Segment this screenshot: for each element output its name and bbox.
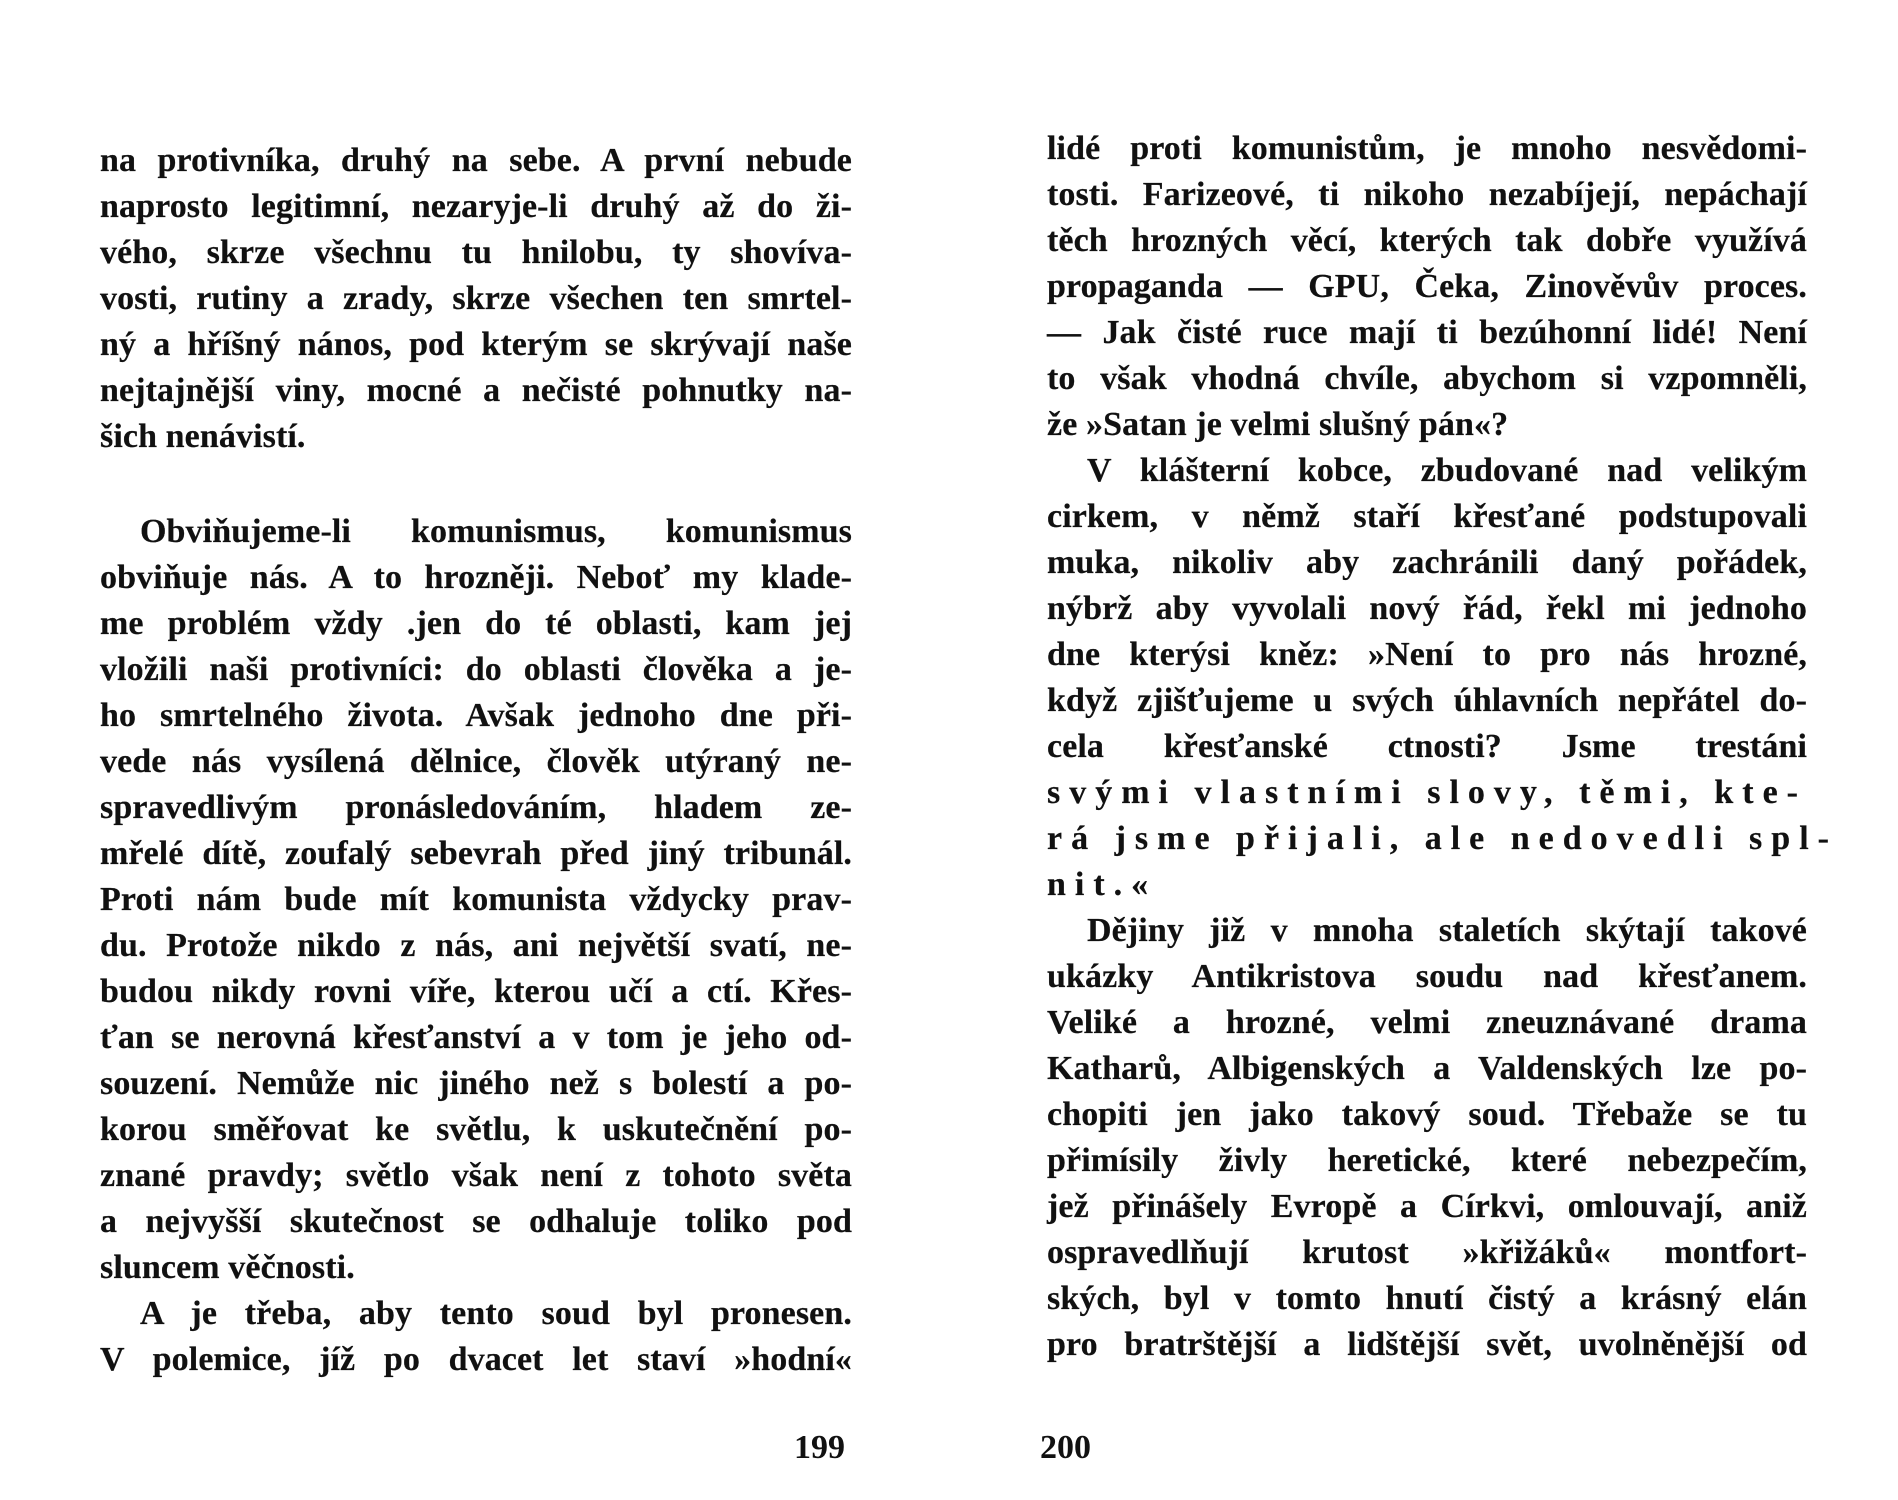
text-line: sluncem věčnosti. <box>100 1249 355 1286</box>
right-page <box>1047 126 1838 1368</box>
text-line: že »Satan je velmi slušný pán«? <box>1047 406 1509 443</box>
text-line: znané pravdy; světlo však není z tohoto světa <box>100 1157 852 1194</box>
text-line: ťan se nerovná křesťanství a v tom je jeho od- <box>100 1019 852 1056</box>
text-line: vede nás vysílená dělnice, člověk utýraný ne- <box>100 743 852 780</box>
text-line: když zjišťujeme u svých úhlavních nepřátel do- <box>1047 682 1807 719</box>
text-line: Veliké a hrozné, velmi zneuznávané drama <box>1047 1004 1807 1041</box>
text-line: cirkem, v němž staří křesťané podstupovali <box>1047 498 1807 535</box>
text-line: budou nikdy rovni víře, kterou učí a ctí. Křes- <box>100 973 852 1010</box>
text-line: cela křesťanské ctnosti? Jsme trestáni <box>1047 728 1807 765</box>
left-page <box>100 138 852 1383</box>
text-line: vložili naši protivníci: do oblasti člověka a je- <box>100 651 852 688</box>
text-line: těch hrozných věcí, kterých tak dobře využívá <box>1047 222 1807 259</box>
text-line: to však vhodná chvíle, abychom si vzpomněli, <box>1047 360 1807 397</box>
text-line: ho smrtelného života. Avšak jednoho dne při- <box>100 697 852 734</box>
text-line: pro bratrštější a lidštější svět, uvolněnější od <box>1047 1326 1807 1363</box>
text-line: Katharů, Albigenských a Valdenských lze po- <box>1047 1050 1807 1087</box>
text-line: V polemice, jíž po dvacet let staví »hodní« <box>100 1341 852 1378</box>
text-line: naprosto legitimní, nezaryje-li druhý až do ži- <box>100 188 852 225</box>
text-line: vého, skrze všechnu tu hnilobu, ty shovíva- <box>100 234 852 271</box>
text-line: nýbrž aby vyvolali nový řád, řekl mi jednoho <box>1047 590 1807 627</box>
text-line: Dějiny již v mnoha staletích skýtají takové <box>1087 912 1807 949</box>
text-line: chopiti jen jako takový soud. Třebaže se tu <box>1047 1096 1807 1133</box>
text-line: Proti nám bude mít komunista vždycky prav- <box>100 881 852 918</box>
section-break <box>100 460 852 509</box>
text-line: přimísily živly heretické, které nebezpečím, <box>1047 1142 1807 1179</box>
paragraph <box>1047 908 1807 1368</box>
text-line: souzení. Nemůže nic jiného než s bolestí a po- <box>100 1065 852 1102</box>
text-line: me problém vždy .jen do té oblasti, kam jej <box>100 605 852 642</box>
text-line: A je třeba, aby tento soud byl pronesen. <box>140 1295 852 1332</box>
text-line: nejtajnější viny, mocné a nečisté pohnutky na- <box>100 372 852 409</box>
text-line: — Jak čisté ruce mají ti bezúhonní lidé! Není <box>1047 314 1807 351</box>
text-line: obviňuje nás. A to hrozněji. Neboť my klade- <box>100 559 852 596</box>
text-line: ských, byl v tomto hnutí čistý a krásný elán <box>1047 1280 1807 1317</box>
text-line: muka, nikoliv aby zachránili daný pořádek, <box>1047 544 1807 581</box>
paragraph <box>100 138 852 460</box>
page-number-right: 200 <box>1040 1429 1091 1466</box>
paragraph <box>1047 448 1838 908</box>
text-line: ný a hříšný nános, pod kterým se skrývají naše <box>100 326 852 363</box>
text-line: ukázky Antikristova soudu nad křesťanem. <box>1047 958 1807 995</box>
spaced-emphasis-line: rá jsme přijali, ale nedovedli spl- <box>1047 820 1838 857</box>
text-line: korou směřovat ke světlu, k uskutečnění po- <box>100 1111 852 1148</box>
text-line: mřelé dítě, zoufalý sebevrah před jiný tribunál. <box>100 835 852 872</box>
text-line: a nejvyšší skutečnost se odhaluje toliko pod <box>100 1203 852 1240</box>
text-line: Obviňujeme-li komunismus, komunismus <box>140 513 852 550</box>
text-line: jež přinášely Evropě a Církvi, omlouvají, aniž <box>1047 1188 1807 1225</box>
text-line: spravedlivým pronásledováním, hladem ze- <box>100 789 852 826</box>
spaced-emphasis-line: svými vlastními slovy, těmi, kte- <box>1047 774 1807 811</box>
text-line: tosti. Farizeové, ti nikoho nezabíjejí, nepáchají <box>1047 176 1807 213</box>
paragraph <box>100 509 852 1291</box>
spaced-emphasis-line: nit.« <box>1047 866 1158 903</box>
paragraph <box>1047 126 1807 448</box>
text-line: dne kterýsi kněz: »Není to pro nás hrozné, <box>1047 636 1807 673</box>
text-line: na protivníka, druhý na sebe. A první nebude <box>100 142 852 179</box>
text-line: du. Protože nikdo z nás, ani největší svatí, ne- <box>100 927 852 964</box>
text-line: ospravedlňují krutost »křižáků« montfort- <box>1047 1234 1807 1271</box>
page-number-left: 199 <box>794 1429 845 1466</box>
text-line: vosti, rutiny a zrady, skrze všechen ten smrtel- <box>100 280 852 317</box>
text-line: V klášterní kobce, zbudované nad velikým <box>1087 452 1807 489</box>
text-line: propaganda — GPU, Čeka, Zinověvův proces. <box>1047 268 1807 305</box>
text-line: šich nenávistí. <box>100 418 306 455</box>
text-line: lidé proti komunistům, je mnoho nesvědomi- <box>1047 130 1807 167</box>
paragraph <box>100 1291 852 1383</box>
